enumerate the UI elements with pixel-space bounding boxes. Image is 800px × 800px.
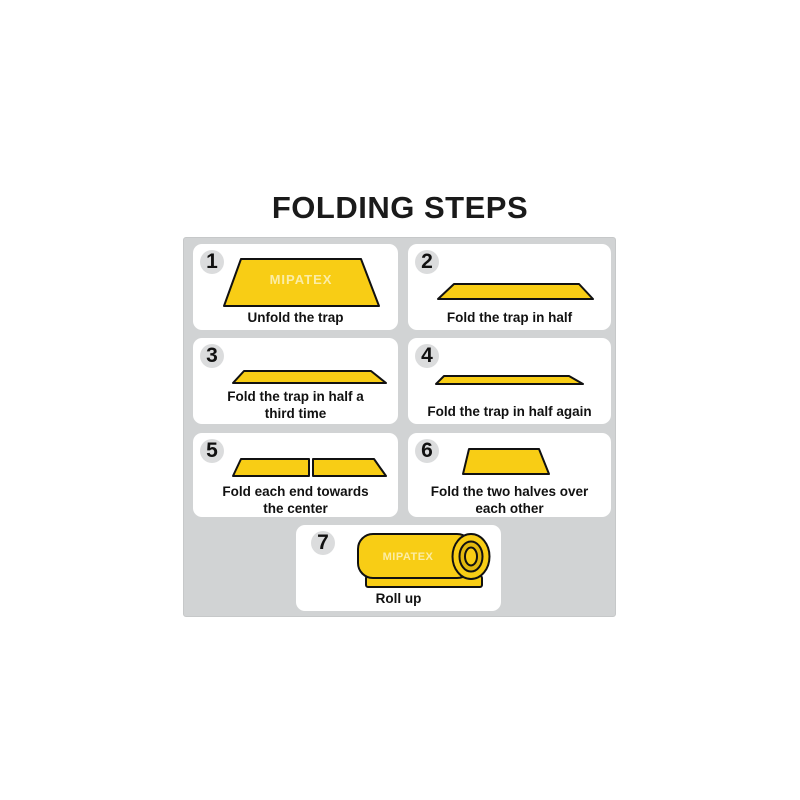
step-caption: Unfold the trap (247, 310, 344, 325)
brand-label: MIPATEX (382, 551, 434, 563)
step-card-5 (193, 433, 398, 517)
step-caption: Fold the trap in half a third time (227, 389, 364, 421)
brand-label: MIPATEX (269, 272, 333, 287)
step-caption: Fold the trap in half (446, 310, 573, 325)
page-title: FOLDING STEPS (271, 190, 529, 225)
step-number-badge: 2 (415, 250, 439, 274)
step-number-badge: 1 (200, 250, 224, 274)
step-caption: Fold each end towards the center (222, 484, 369, 516)
step-number-badge: 7 (311, 531, 335, 555)
step-caption: Roll up (375, 591, 422, 606)
step-number-badge: 4 (415, 344, 439, 368)
step-card-6 (408, 433, 611, 517)
step-number-badge: 5 (200, 439, 224, 463)
step-card-2 (408, 244, 611, 330)
step-card-7 (296, 525, 501, 611)
step-caption: Fold the two halves over each other (430, 484, 589, 516)
step-number-badge: 6 (415, 439, 439, 463)
step-card-1 (193, 244, 398, 330)
folding-steps-panel (183, 237, 616, 617)
step-card-3 (193, 338, 398, 424)
step-caption: Fold the trap in half again (427, 404, 592, 419)
step-number-badge: 3 (200, 344, 224, 368)
step-card-4 (408, 338, 611, 424)
